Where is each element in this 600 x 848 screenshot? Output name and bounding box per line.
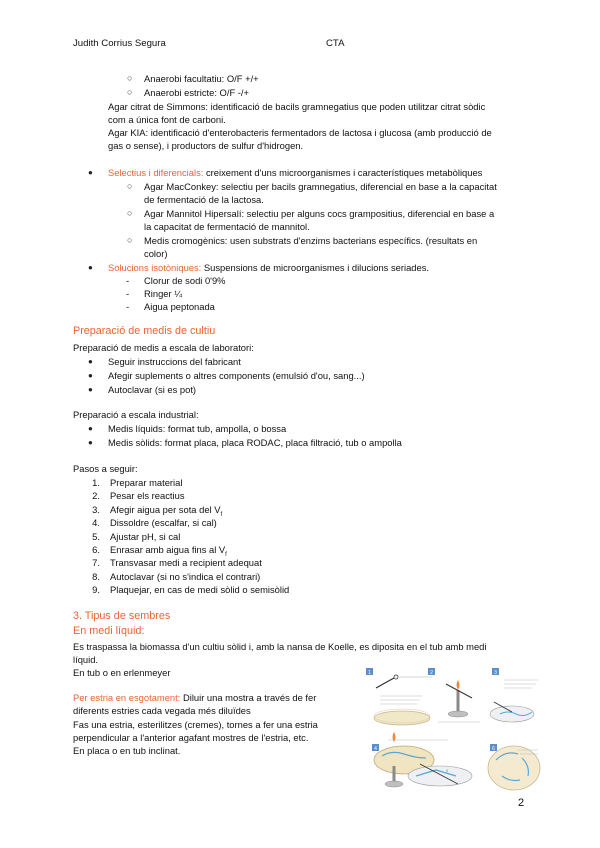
step-number: 5.: [92, 530, 100, 542]
step-item: [110, 570, 260, 583]
agar-kia-line2: gas o sense), i productors de sulfur d'hidrogen.: [108, 140, 304, 151]
list-item: ● Autoclavar (si es pot): [108, 383, 196, 396]
liquid-title: En medi líquid:: [73, 625, 145, 637]
list-item: ● Medis líquids: format tub, ampolla, o bossa: [108, 422, 286, 435]
liquid-line3: En tub o en erlenmeyer: [73, 667, 171, 678]
flame-icon: [393, 732, 396, 742]
figure-step-6: [488, 744, 540, 790]
estria-line1: [73, 691, 316, 704]
step-text: Preparar material: [110, 477, 183, 488]
step-item: [110, 583, 289, 596]
list-item: - Clorur de sodi 0'9%: [144, 274, 226, 287]
list-item-cont: color): [144, 248, 168, 259]
step-item: [110, 476, 182, 489]
step-subscript: f: [220, 511, 223, 518]
list-item: ○ Anaerobi estricte: O/F -/+: [144, 86, 249, 99]
list-item: - Ringer ¼: [144, 287, 182, 300]
list-item-cont: la capacitat de fermentació de mannitol.: [144, 221, 310, 232]
list-item-cont: de fermentació de la lactosa.: [144, 194, 264, 205]
list-item: ○ Anaerobi facultatiu: O/F +/+: [144, 72, 259, 85]
svg-text:4: 4: [374, 746, 377, 752]
step-number: 1.: [92, 477, 100, 488]
list-item: - Aigua peptonada: [144, 300, 215, 313]
petri-dish-icon: [490, 706, 534, 722]
solucions-item: [108, 261, 429, 274]
list-item: ● Afegir suplements o altres components (emulsió d'ou, sang...): [108, 369, 365, 382]
section-title-preparacio: Preparació de medis de cultiu: [73, 325, 216, 337]
step-text: Plaquejar, en cas de medi sòlid o semisòlid: [110, 584, 290, 596]
step-number: 6.: [92, 544, 100, 555]
agar-simmons-line2: com a única font de carboni.: [108, 114, 226, 125]
page-number: 2: [518, 797, 525, 809]
figure-step-3: [490, 668, 538, 722]
step-item: [110, 489, 185, 502]
step-text: Afegir aigua per sota del V: [110, 503, 221, 515]
step-number: 2.: [92, 490, 100, 502]
selectius-label: Selectius i diferencials:: [108, 167, 204, 178]
step-text: Ajustar pH, si cal: [110, 530, 181, 542]
figure-step-1: [366, 668, 432, 725]
steps-title: Pasos a seguir:: [73, 463, 138, 474]
streak-plate-figure: [362, 664, 542, 792]
estria-line5: En placa o en tub inclinat.: [73, 745, 181, 756]
estria-label: Per estria en esgotament:: [73, 692, 181, 703]
step-text: Autoclavar (si no s'indica el contrari): [110, 570, 261, 582]
step-item: [110, 556, 262, 569]
step-item: [110, 516, 217, 529]
step-number-text: 1: [368, 670, 371, 676]
list-item: ○ Medis cromogènics: usen substrats d'enzims bacterians específics. (resultats en: [144, 234, 477, 247]
step-number: 8.: [92, 570, 100, 582]
section-title-sembres: 3. Tipus de sembres: [73, 610, 171, 622]
step-number: 4.: [92, 517, 100, 529]
step-text: Enrasar amb aigua fins al V: [110, 544, 226, 555]
svg-text:3: 3: [494, 670, 497, 676]
flame-icon: [457, 680, 460, 690]
step-number: 3.: [92, 503, 100, 515]
header-course: CTA: [326, 38, 345, 49]
liquid-line1: Es traspassa la biomassa d'un cultiu sòlid i, amb la nansa de Koelle, es diposita en el tub amb medi: [73, 641, 487, 652]
list-item: ● Medis sòlids: format placa, placa RODAC, placa filtració, tub o ampolla: [108, 436, 402, 449]
svg-text:2: 2: [430, 670, 433, 676]
list-item: ○ Agar MacConkey: selectiu per bacils gramnegatius, diferencial en base a la capacitat: [144, 180, 497, 193]
agar-kia-line1: Agar KIA: identificació d'enterobacteris fermentadors de lactosa i glucosa (amb producció de: [108, 127, 492, 138]
estria-line2: diferents estries cada vegada més diluïdes: [73, 705, 251, 716]
estria-line4: perpendicular a l'anterior agafant mostres de l'estria, etc.: [73, 732, 309, 743]
svg-text:6: 6: [492, 746, 495, 752]
step-item: [110, 530, 180, 543]
step-text: Transvasar medi a recipient adequat: [110, 557, 262, 569]
figure-step-2: [428, 668, 480, 722]
solucions-text: Suspensions de microorganismes i dilucions seriades.: [201, 262, 430, 273]
step-text: Dissoldre (escalfar, si cal): [110, 517, 217, 529]
step-number: 9.: [92, 584, 100, 596]
step-text: Pesar els reactius: [110, 490, 185, 502]
header-author: Judith Corrius Segura: [73, 38, 166, 49]
svg-text:5: 5: [446, 768, 449, 773]
list-item: ● Seguir instruccions del fabricant: [108, 355, 241, 368]
list-item: ○ Agar Mannitol Hipersalí: selectiu per alguns cocs grampositius, diferencial en base a: [144, 207, 494, 220]
step-number: 7.: [92, 557, 100, 569]
estria-line3: Fas una estria, esterilitzes (cremes), tornes a fer una estria: [73, 719, 318, 730]
estria-text: Diluir una mostra a través de fer: [180, 692, 317, 703]
bunsen-burner-icon: [393, 766, 396, 782]
ind-title: Preparació a escala industrial:: [73, 409, 199, 420]
agar-simmons-line1: Agar citrat de Simmons: identificació de bacils gramnegatius que poden utilitzar citrat sòdic: [108, 101, 486, 112]
lab-title: Preparació de medis a escala de laboratori:: [73, 342, 254, 353]
step-subscript: f: [225, 551, 227, 558]
bunsen-burner-icon: [457, 690, 460, 712]
selectius-text: creixement d'uns microorganismes i característiques metabòliques: [203, 167, 483, 178]
liquid-line2: líquid.: [73, 654, 99, 665]
selectius-item: [108, 166, 482, 179]
solucions-label: Solucions isotòniques:: [108, 262, 202, 273]
inoculation-loop-icon: [376, 678, 394, 688]
